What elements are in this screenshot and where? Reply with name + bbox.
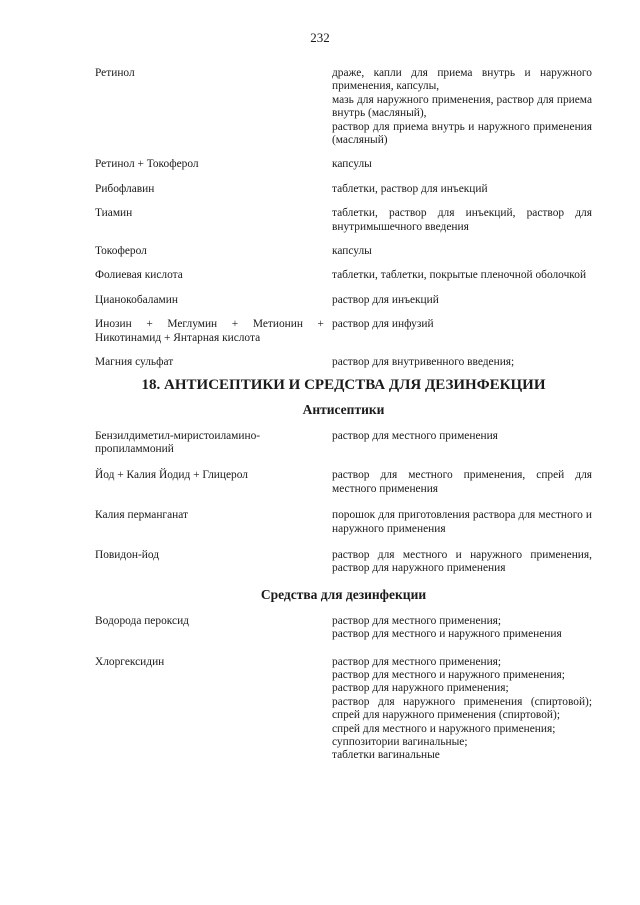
dosage-form: раствор для приема внутрь и наружного применения (масляный)	[332, 120, 592, 147]
drug-name	[95, 318, 332, 345]
dosage-form: раствор для местного и наружного применения	[332, 628, 562, 641]
table-row	[95, 509, 592, 536]
drug-name-line: Инозин + Меглумин + Метионин +	[95, 318, 324, 331]
dosage-form: таблетки, раствор для инъекций, раствор для внутримышечного введения	[332, 207, 592, 233]
dosage-form: таблетки вагинальные	[332, 749, 440, 762]
subsection-title-antiseptics: Антисептики	[302, 401, 385, 417]
dosage-form: раствор для местного применения;	[332, 614, 502, 627]
table-row	[95, 67, 592, 147]
drug-name: Калия перманганат	[95, 509, 188, 522]
dosage-forms	[332, 430, 592, 457]
table-row	[95, 356, 592, 369]
dosage-form: порошок для приготовления раствора для местного и наружного применения	[332, 509, 592, 535]
dosage-forms	[332, 269, 592, 282]
section-title: 18. АНТИСЕПТИКИ И СРЕДСТВА ДЛЯ ДЕЗИНФЕКЦИИ	[141, 376, 546, 393]
table-row	[95, 183, 592, 196]
dosage-form: спрей для местного и наружного применения;	[332, 722, 556, 735]
dosage-forms	[332, 245, 592, 258]
dosage-form: раствор для местного применения, спрей для местного применения	[332, 469, 592, 495]
drug-name: Хлоргексидин	[95, 655, 165, 668]
dosage-forms	[332, 67, 592, 147]
drug-name: Ретинол	[95, 67, 135, 79]
table-row	[95, 430, 592, 457]
dosage-form: капсулы	[332, 158, 372, 171]
drug-name: Водорода пероксид	[95, 614, 189, 627]
dosage-form: таблетки, раствор для инъекций	[332, 182, 488, 195]
dosage-forms	[332, 158, 592, 171]
drug-name: Ретинол + Токоферол	[95, 158, 199, 171]
dosage-form: раствор для наружного применения;	[332, 682, 509, 695]
table-row	[95, 294, 592, 307]
dosage-form: раствор для инъекций	[332, 293, 439, 306]
dosage-form: раствор для местного и наружного применения;	[332, 668, 565, 681]
dosage-forms	[332, 549, 592, 576]
dosage-forms	[332, 469, 592, 496]
dosage-form: суппозитории вагинальные;	[332, 736, 468, 748]
drug-name: Бензилдиметил-миристоиламино-пропиламмоний	[95, 429, 261, 455]
dosage-forms	[332, 183, 592, 196]
table-row	[95, 158, 592, 171]
page-number: 232	[310, 30, 330, 45]
table-row	[95, 245, 592, 258]
subsection-title-disinfection: Средства для дезинфекции	[260, 586, 427, 602]
table-row	[95, 656, 592, 763]
dosage-forms	[332, 294, 592, 307]
table-row	[95, 269, 592, 282]
table-row	[95, 549, 592, 576]
table-row	[95, 469, 592, 496]
dosage-forms	[332, 207, 592, 234]
document-body	[95, 67, 592, 774]
dosage-form: капсулы	[332, 245, 372, 258]
dosage-forms	[332, 509, 592, 536]
drug-name-line: Никотинамид + Янтарная кислота	[95, 331, 261, 344]
table-row	[95, 318, 592, 345]
drug-name: Цианокобаламин	[95, 293, 178, 306]
dosage-form: мазь для наружного применения, раствор для приема внутрь (масляный),	[332, 93, 592, 120]
drug-name: Тиамин	[95, 207, 133, 220]
table-row	[95, 615, 592, 642]
dosage-form: таблетки, таблетки, покрытые пленочной оболочкой	[332, 269, 587, 282]
table-row	[95, 207, 592, 234]
dosage-forms	[332, 615, 592, 642]
dosage-form: раствор для инфузий	[332, 318, 434, 331]
dosage-forms	[332, 318, 592, 345]
dosage-form: раствор для местного и наружного применения, раствор для наружного применения	[332, 548, 592, 575]
dosage-form: драже, капли для приема внутрь и наружного применения, капсулы,	[332, 67, 592, 93]
drug-name: Магния сульфат	[95, 356, 174, 369]
drug-name: Йод + Калия Йодид + Глицерол	[95, 469, 248, 482]
dosage-form: раствор для наружного применения (спиртовой); спрей для наружного применения (спиртовой);	[332, 695, 592, 722]
dosage-form: раствор для внутривенного введения;	[332, 356, 515, 369]
drug-name: Рибофлавин	[95, 182, 155, 195]
dosage-form: раствор для местного применения;	[332, 655, 502, 668]
drug-name: Повидон-йод	[95, 548, 160, 561]
drug-name: Токоферол	[95, 245, 147, 258]
dosage-forms	[332, 656, 592, 763]
drug-name: Фолиевая кислота	[95, 269, 183, 282]
dosage-forms	[332, 356, 592, 369]
dosage-form: раствор для местного применения	[332, 429, 498, 442]
